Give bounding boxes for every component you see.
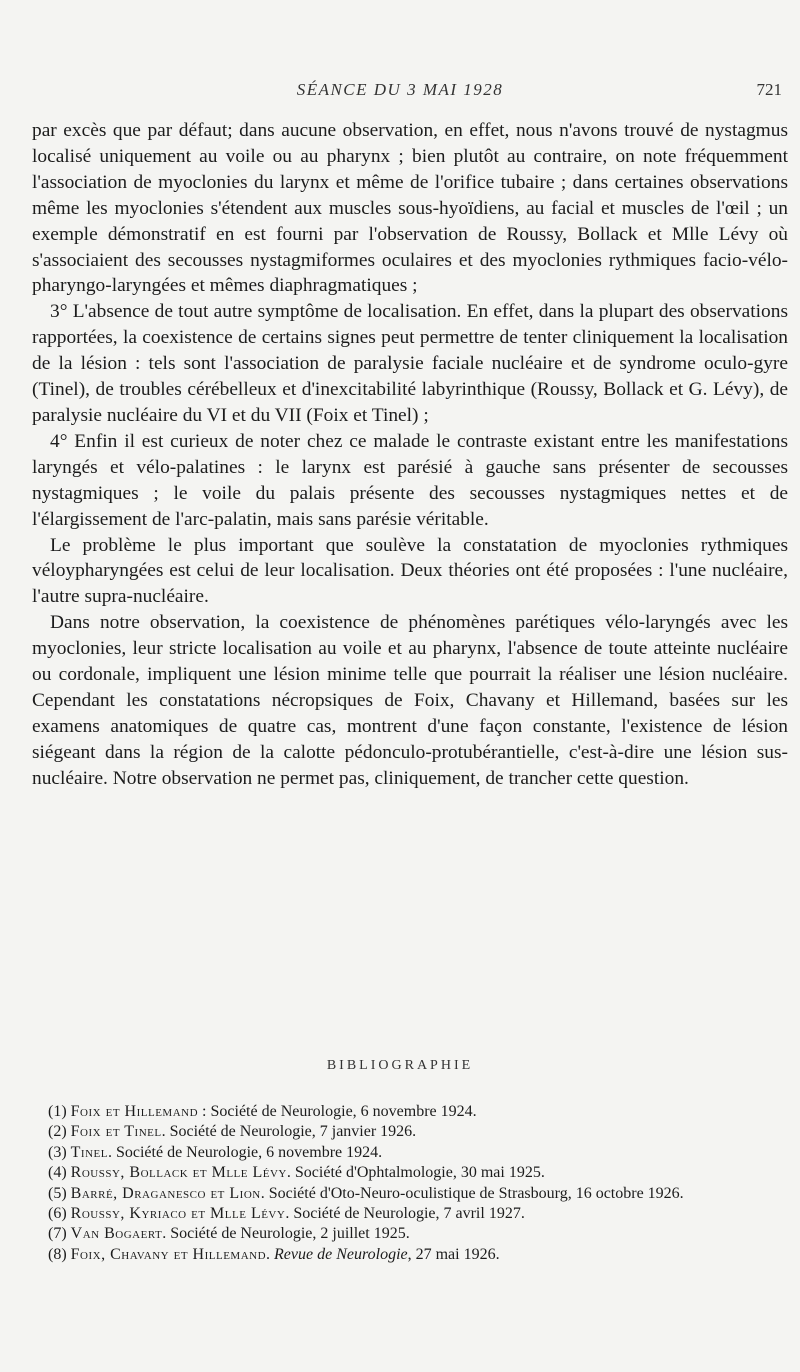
bibliography-entry (48, 1143, 760, 1163)
entry-details: . (266, 1245, 275, 1263)
bibliography-entry (48, 1102, 760, 1122)
entry-authors: Foix et Tinel (70, 1123, 162, 1141)
entry-authors: Foix, Chavany et Hillemand (70, 1245, 267, 1263)
paragraph-point-3: 3° L'absence de tout autre symptôme de localisation. En effet, dans la plupart des observations rapportées, la coexistence de certains signes peut permettre de tenter cliniquement la localisation de la lésion : tels sont l'association de paralysie faciale nucléaire et de syndrome oculo-gyre (Tinel), de troubles cérébelleux et d'inexcitabilité labyrinthique (Roussy, Bollack et G. Lévy), de paralysie nucléaire du VI et du VII (Foix et Tinel) ; (32, 301, 788, 426)
entry-details: : Société de Neurologie, 6 novembre 1924. (198, 1103, 477, 1120)
body-text (32, 118, 788, 792)
entry-details: . Société de Neurologie, 7 janvier 1926. (161, 1123, 417, 1141)
page-header (0, 80, 800, 104)
entry-number: (4) (48, 1164, 67, 1182)
entry-details: . Société de Neurologie, 6 novembre 1924. (107, 1143, 383, 1161)
bibliography-entry (48, 1245, 760, 1265)
bibliography-title: BIBLIOGRAPHIE (326, 1058, 474, 1073)
entry-authors: Barré, Draganesco et Lion (70, 1184, 261, 1202)
entry-details: . Société de Neurologie, 7 avril 1927. (285, 1205, 525, 1223)
running-title: SÉANCE DU 3 MAI 1928 (296, 80, 504, 99)
bibliography-list (48, 1102, 760, 1265)
bibliography-entry (48, 1204, 760, 1224)
entry-number: (3) (48, 1143, 67, 1161)
bibliography-entry (48, 1184, 760, 1204)
paragraph-localisation: Le problème le plus important que soulève la constatation de myoclonies rythmiques véloypharyngées est celui de leur localisation. Deux théories ont été proposées : l'une nucléaire, l'autre supra-nucléaire. (32, 534, 788, 608)
paragraph-point-4: 4° Enfin il est curieux de noter chez ce malade le contraste existant entre les manifestations laryngés et vélo-palatines : le larynx est parésié à gauche sans présenter de secousses nystagmiques ; le voile du palais présente des secousses nystagmiques nettes et de l'élargissement de l'arc-palatin, mais sans parésie véritable. (32, 430, 788, 530)
entry-number: (2) (48, 1123, 67, 1141)
entry-number: (8) (48, 1245, 67, 1263)
bibliography-entry (48, 1163, 760, 1183)
entry-details: . Société de Neurologie, 2 juillet 1925. (162, 1225, 410, 1243)
entry-authors: Roussy, Kyriaco et Mlle Lévy (70, 1205, 286, 1223)
entry-number: (1) (48, 1103, 67, 1120)
entry-authors: Tinel (70, 1143, 108, 1161)
page-number: 721 (756, 80, 782, 99)
entry-number: (7) (48, 1225, 67, 1243)
entry-number: (6) (48, 1205, 67, 1223)
bibliography-entry (48, 1122, 760, 1142)
entry-authors: Foix et Hillemand (70, 1103, 199, 1120)
entry-date: , 27 mai 1926. (407, 1245, 500, 1263)
paragraph-observation: Dans notre observation, la coexistence de phénomènes parétiques vélo-laryngés avec les myoclonies, leur stricte localisation au voile et au pharynx, l'absence de toute atteinte nucléaire ou cordonale, impliquent une lésion minime telle que pourrait la réaliser une lésion nucléaire. Cependant les constatations nécropsiques de Foix, Chavany et Hillemand, basées sur les examens anatomiques de quatre cas, montrent d'une façon constante, l'existence de lésion siégeant dans la région de la calotte pédonculo-protubérantielle, c'est-à-dire une lésion sus-nucléaire. Notre observation ne permet pas, cliniquement, de trancher cette question. (32, 612, 788, 789)
paragraph-continuation: par excès que par défaut; dans aucune observation, en effet, nous n'avons trouvé de nystagmus localisé uniquement au voile ou au pharynx ; bien plutôt au contraire, on note fréquemment l'association de myoclonies du larynx et même de l'orifice tubaire ; dans certaines observations même les myoclonies s'étendent aux muscles sous-hyoïdiens, au facial et muscles de l'œil ; un exemple démonstratif en est fourni par l'observation de Roussy, Bollack et Mlle Lévy où s'associaient des secousses nystagmiformes oculaires et des myoclonies rythmiques facio-vélo-pharyngo-laryngées et mêmes diaphragmatiques ; (32, 120, 788, 297)
entry-details: . Société d'Oto-Neuro-oculistique de Strasbourg, 16 octobre 1926. (260, 1184, 684, 1202)
bibliography-entry (48, 1224, 760, 1244)
entry-number: (5) (48, 1184, 67, 1202)
entry-authors: Roussy, Bollack et Mlle Lévy (70, 1164, 287, 1182)
entry-authors: Van Bogaert (70, 1225, 163, 1243)
entry-journal: Revue de Neurologie (274, 1245, 408, 1263)
entry-details: . Société d'Ophtalmologie, 30 mai 1925. (286, 1164, 545, 1182)
